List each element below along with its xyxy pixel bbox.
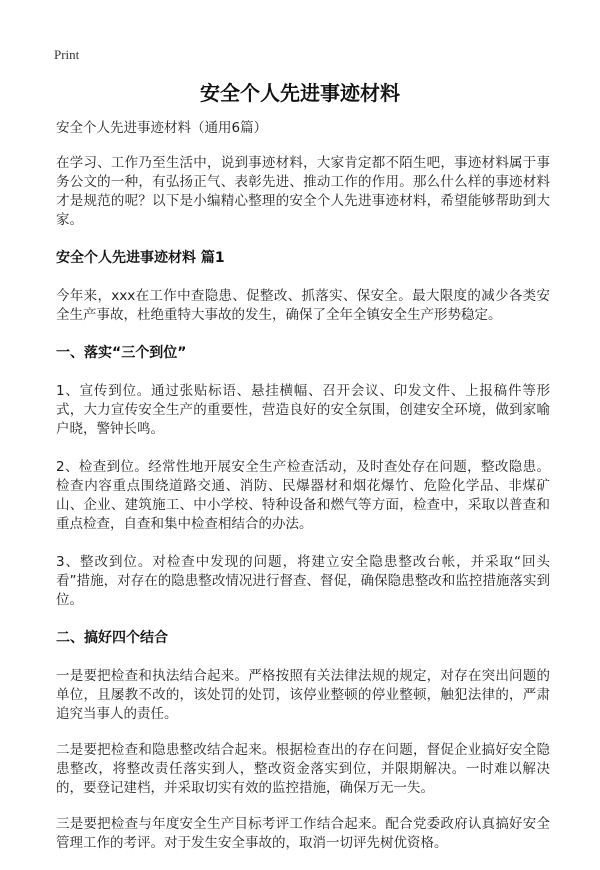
document-subtitle: 安全个人先进事迹材料（通用6篇） (56, 120, 268, 136)
item-annual-evaluation: 三是要把检查与年度安全生产目标考评工作结合起来。配合党委政府认真搞好安全管理工作的考评。对于发生安全事故的，取消一切评先树优资格。 (56, 816, 550, 851)
section-intro-paragraph: 今年来，xxx在工作中查隐患、促整改、抓落实、保安全。最大限度的减少各类安全生产事故，杜绝重特大事故的发生，确保了全年全镇安全生产形势稳定。 (56, 288, 550, 323)
heading-one: 一、落实“三个到位” (56, 345, 187, 361)
item-rectification: 3、整改到位。对检查中发现的问题，将建立安全隐患整改台帐，并采取“回头看”措施，对存在的隐患整改情况进行督查、督促，确保隐患整改和监控措施落实到位。 (56, 554, 550, 608)
document-title: 安全个人先进事迹材料 (200, 81, 400, 105)
heading-two: 二、搞好四个结合 (56, 630, 168, 646)
item-publicity: 1、宣传到位。通过张贴标语、悬挂横幅、召开会议、印发文件、上报稿件等形式，大力宣传安全生产的重要性，营造良好的安全氛围，创建安全环境，做到家喻户晓，警钟长鸣。 (56, 383, 550, 437)
item-inspection: 2、检查到位。经常性地开展安全生产检查活动，及时查处存在问题，整改隐患。检查内容重点围绕道路交通、消防、民爆器材和烟花爆竹、危险化学品、非煤矿山、企业、建筑施工、中小学校、特种设备和燃气等方面，检查中，采取以普查和重点检查，自查和集中检查相结合的办法。 (56, 459, 550, 532)
document-body (56, 119, 550, 870)
section-title: 安全个人先进事迹材料 篇1 (56, 250, 225, 266)
intro-paragraph: 在学习、工作乃至生活中，说到事迹材料，大家肯定都不陌生吧，事迹材料属于事务公文的一种，有弘扬正气、表彰先进、推动工作的作用。那么什么样的事迹材料才是规范的呢？以下是小编精心整理的安全个人先进事迹材料，希望能够帮助到大家。 (56, 155, 550, 228)
item-law-enforcement: 一是要把检查和执法结合起来。严格按照有关法律法规的规定，对存在突出问题的单位，且屡教不改的，该处罚的处罚，该停业整顿的停业整顿，触犯法律的，严肃追究当事人的责任。 (56, 668, 550, 722)
print-link[interactable]: Print (54, 47, 80, 62)
item-hazard-rectification: 二是要把检查和隐患整改结合起来。根据检查出的存在问题，督促企业搞好安全隐患整改，将整改责任落实到人，整改资金落实到位，并限期解决。一时难以解决的，要登记建档，并采取切实有效的监控措施，确保万无一失。 (56, 742, 550, 796)
